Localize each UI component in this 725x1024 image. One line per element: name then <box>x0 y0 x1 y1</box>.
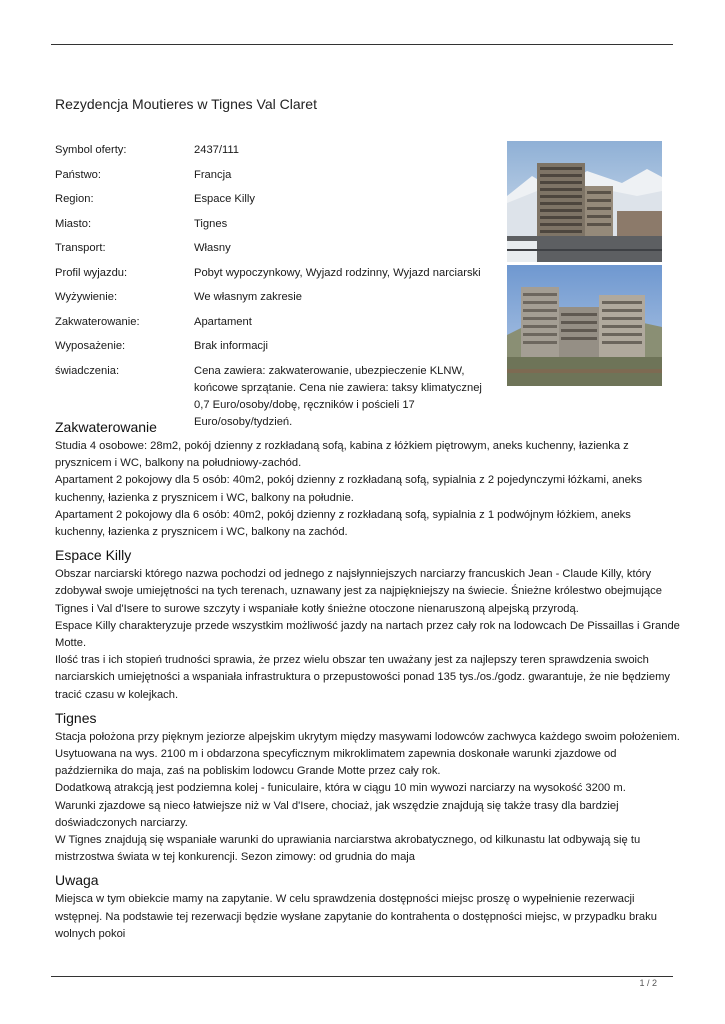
detail-row-equipment <box>55 338 500 355</box>
detail-label: Wyżywienie: <box>55 291 118 303</box>
detail-row-offer-symbol <box>55 142 500 159</box>
detail-value: Espace Killy <box>194 193 255 205</box>
residence-photo-winter <box>507 141 662 262</box>
detail-value: Pobyt wypoczynkowy, Wyjazd rodzinny, Wyjazd narciarski <box>194 266 481 279</box>
paragraph: Espace Killy charakteryzuje przede wszystkim możliwość jazdy na nartach przez cały rok na lodowcach De Pissaillas i Grande Motte. <box>55 619 680 650</box>
section-heading-accommodation: Zakwaterowanie <box>55 419 157 435</box>
footer-rule <box>51 976 673 977</box>
detail-row-trip-profile <box>55 265 500 282</box>
paragraph: Ilość tras i ich stopień trudności sprawia, że przez wielu obszar ten uważany jest za najlepszy teren sprawdzenia swoich narciarskich umiejętności a wspaniała infrastruktura o przepustowości ponad 135 tys./os./godz. gwarantuje, że nie będziemy tracić czasu w kolejkach. <box>55 654 671 701</box>
detail-label: Profil wyjazdu: <box>55 266 128 279</box>
paragraph: Miejsca w tym obiekcie mamy na zapytanie. W celu sprawdzenia dostępności miejsc proszę o wypełnienie rezerwacji wstępnej. Na podstawie tej rezerwacji będzie wysłane zapytanie do kontrahenta o dostępności miejsc, w przypadku braku wolnych pokoi <box>55 893 657 940</box>
detail-value: Apartament <box>194 315 252 328</box>
section-heading-espace-killy: Espace Killy <box>55 547 132 564</box>
paragraph: W Tignes znajdują się wspaniałe warunki do uprawiania narciarstwa akrobatycznego, od kilkunastu lat odbywają się tu mistrzostwa świata w tej konkurencji. Sezon zimowy: od grudnia do maja <box>55 834 641 864</box>
detail-value: Brak informacji <box>194 340 268 352</box>
section-heading-tignes: Tignes <box>55 709 97 726</box>
detail-label: świadczenia: <box>55 364 120 377</box>
paragraph: Studia 4 osobowe: 28m2, pokój dzienny z rozkładaną sofą, kabina z łóżkiem piętrowym, aneks kuchenny, łazienka z prysznicem i WC, balkony na południowy-zachód. <box>55 440 629 470</box>
detail-value: 2437/111 <box>194 144 239 156</box>
detail-label: Zakwaterowanie: <box>55 315 140 328</box>
detail-label: Region: <box>55 193 94 205</box>
paragraph: Warunki zjazdowe są nieco łatwiejsze niż w Val d'Isere, chociaż, jak wszędzie znajdują się także trasy dla bardziej doświadczonych narciarzy. <box>55 799 619 829</box>
detail-row-transport <box>55 240 500 257</box>
detail-row-board <box>55 289 500 306</box>
offer-details <box>55 142 500 438</box>
detail-row-city <box>55 216 500 233</box>
detail-value: Cena zawiera: zakwaterowanie, ubezpieczenie KLNW, końcowe sprzątanie. Cena nie zawiera: taksy klimatycznej 0,7 Euro/osoby/dobę, ręczników i pościeli 17 Euro/osoby/tydzień. <box>194 364 482 428</box>
paragraph: Dodatkową atrakcją jest podziemna kolej - funiculaire, która w ciągu 10 min wywozi narciarzy na wysokość 3200 m. <box>55 782 626 795</box>
residence-photo-summer <box>507 265 662 386</box>
detail-label: Państwo: <box>55 168 102 181</box>
page-title: Rezydencja Moutieres w Tignes Val Claret <box>55 96 317 112</box>
header-rule <box>51 44 673 45</box>
detail-label: Wyposażenie: <box>55 340 126 352</box>
detail-row-accommodation <box>55 314 500 331</box>
detail-value: Własny <box>194 242 231 254</box>
detail-value: Francja <box>194 168 232 181</box>
detail-label: Transport: <box>55 242 106 254</box>
detail-value: We własnym zakresie <box>194 291 302 303</box>
paragraph: Stacja położona przy pięknym jeziorze alpejskim ukrytym między masywami lodowców zachwyca każdego swoim położeniem. Usytuowana na wys. 2100 m i obdarzona specyficznym mikroklimatem zapewnia doskonałe warunki zjazdowe od października do maja, zaś na pobliskim lodowcu Grande Motte przez cały rok. <box>55 730 680 778</box>
detail-label: Symbol oferty: <box>55 144 127 156</box>
detail-row-region <box>55 191 500 208</box>
detail-value: Tignes <box>194 217 228 230</box>
page-number: 1 / 2 <box>639 978 657 988</box>
paragraph: Apartament 2 pokojowy dla 5 osób: 40m2, pokój dzienny z rozkładaną sofą, sypialnia z 2 pojedynczymi łóżkami, aneks kuchenny, łazienka z prysznicem i WC, balkony na południe. <box>55 474 643 504</box>
detail-row-country <box>55 167 500 184</box>
paragraph: Obszar narciarski którego nazwa pochodzi od jednego z najsłynniejszych narciarzy francuskich Jean - Claude Killy, który zdobywał swoje umiejętności na tych terenach, uznawany jest za najpiękniejszy na świecie. Śnieżne królestwo obejmujące Tignes i Val d'Isere to surowe szczyty i wspaniałe kotły śnieżne otoczone nienaruszoną alpejską przyrodą. <box>55 568 662 615</box>
paragraph: Apartament 2 pokojowy dla 6 osób: 40m2, pokój dzienny z rozkładaną sofą, sypialnia z 1 podwójnym łóżkiem, aneks kuchenny, łazienka z prysznicem i WC, balkony na zachód. <box>55 508 631 539</box>
section-heading-note: Uwaga <box>55 872 99 889</box>
description <box>55 416 680 943</box>
detail-label: Miasto: <box>55 217 92 230</box>
